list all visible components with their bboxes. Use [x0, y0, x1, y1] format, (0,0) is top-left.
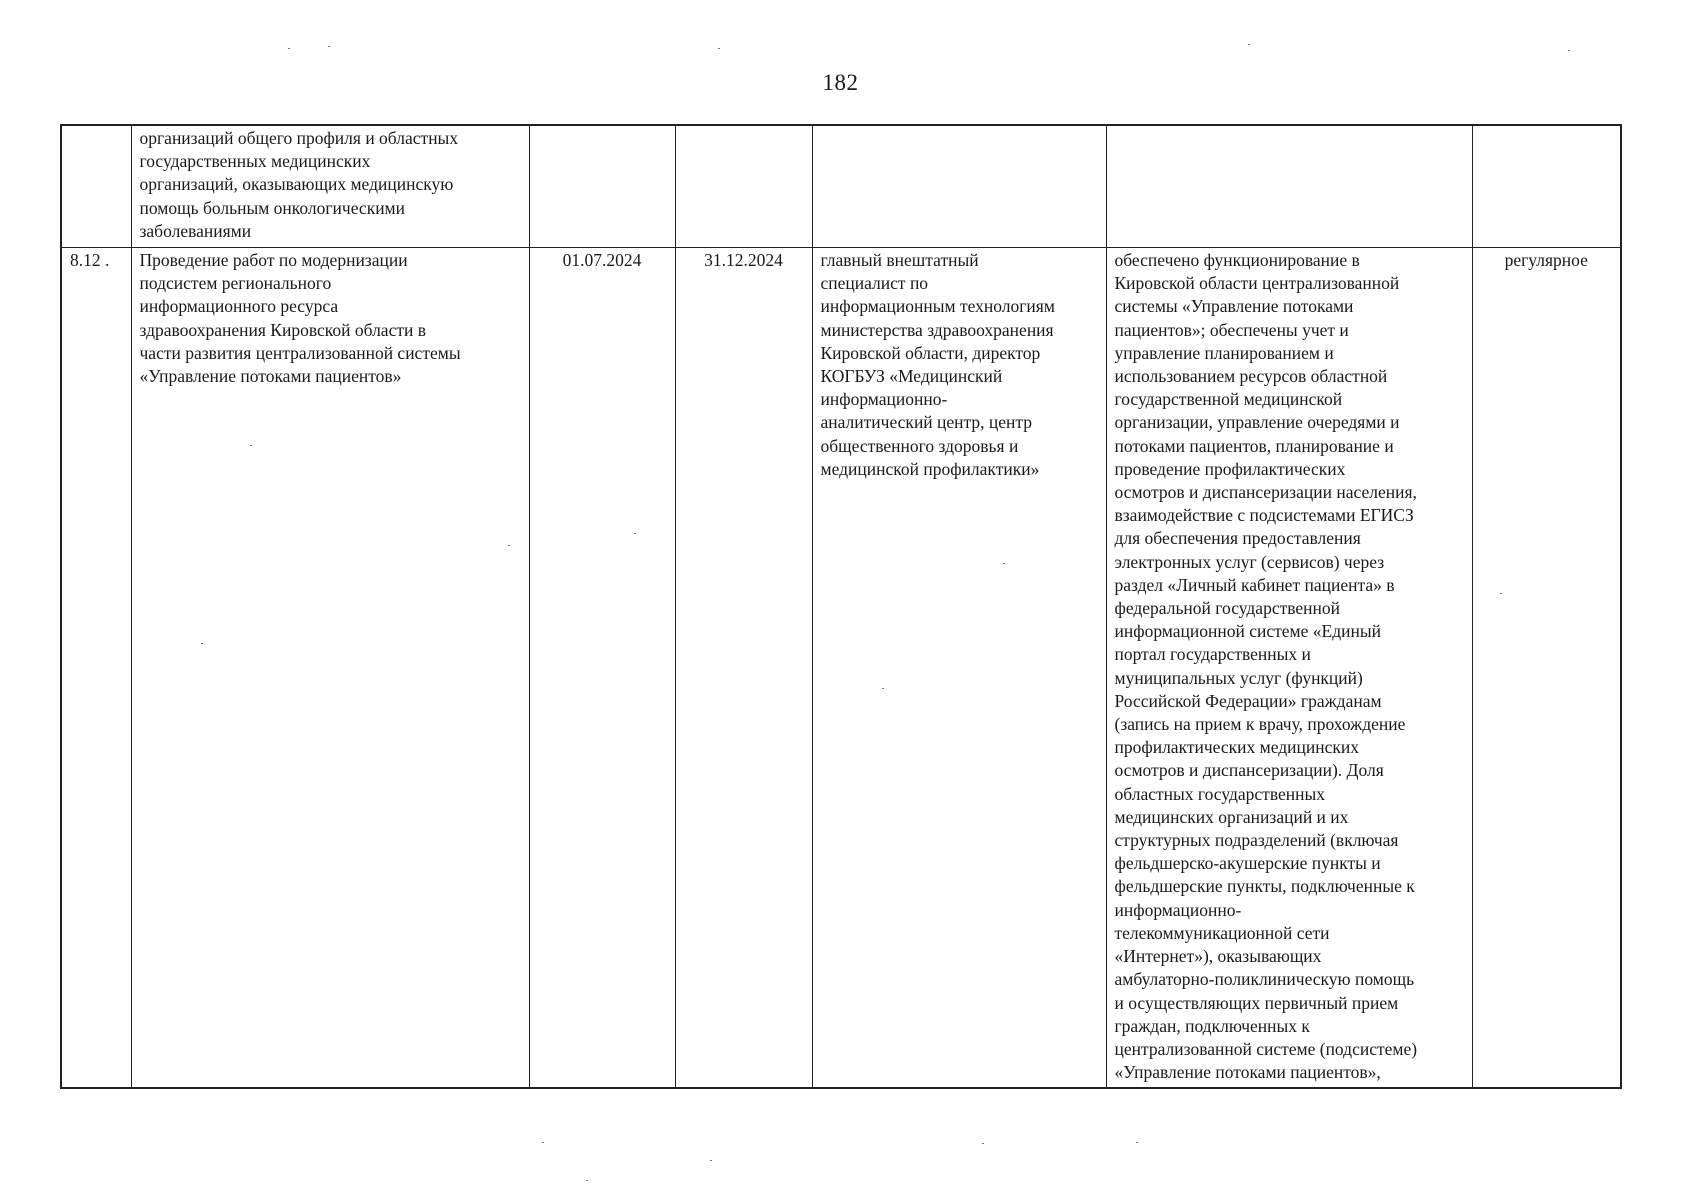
cell-type: регулярное: [1472, 248, 1621, 1089]
scan-speck: [328, 46, 330, 47]
page-number: 182: [822, 70, 859, 95]
table-row-8-12: [61, 248, 1621, 1089]
cell-result: обеспечено функционирование в Кировской области централизованной системы «Управление потоками пациентов»; обеспечены учет и управление планированием и использованием ресурсов областной государственной медицинской организации, управление очередями и потоками пациентов, планирование и проведение профилактических осмотров и диспансеризации населения, взаимодействие с подсистемами ЕГИСЗ для обеспечения предоставления электронных услуг (сервисов) через раздел «Личный кабинет пациента» в федеральной государственной информационной системе «Единый портал государственных и муниципальных услуг (функций) Российской Федерации» гражданам (запись на прием к врачу, прохождение профилактических медицинских осмотров и диспансеризации). Доля областных государственных медицинских организаций и их структурных подразделений (включая фельдшерско-акушерские пункты и фельдшерские пункты, подключенные к информационно- телекоммуникационной сети «Интернет»), оказывающих амбулаторно-поликлиническую помощь и осуществляющих первичный прием граждан, подключенных к централизованной системе (подсистеме) «Управление потоками пациентов»,: [1106, 248, 1472, 1089]
cell-result: [1106, 125, 1472, 248]
cell-end-date: [675, 125, 812, 248]
scan-speck: [586, 1180, 588, 1181]
scan-speck: [634, 533, 636, 534]
scan-speck: [718, 48, 720, 49]
scan-speck: [201, 643, 203, 644]
table-row-continued: [61, 125, 1621, 248]
scan-speck: [542, 1142, 544, 1143]
scan-speck: [1136, 1142, 1138, 1143]
cell-start-date: [529, 125, 675, 248]
cell-end-date: 31.12.2024: [675, 248, 812, 1089]
scan-speck: [508, 545, 510, 546]
cell-type: [1472, 125, 1621, 248]
cell-responsible: главный внештатный специалист по информационным технологиям министерства здравоохранения Кировской области, директор КОГБУЗ «Медицинский информационно- аналитический центр, центр общественного здоровья и медицинской профилактики»: [812, 248, 1106, 1089]
scan-speck: [710, 1160, 712, 1161]
plan-table: [60, 124, 1622, 1089]
scan-speck: [1248, 44, 1250, 45]
cell-item-number: 8.12 .: [61, 248, 131, 1089]
scan-speck: [288, 48, 290, 49]
scan-speck: [1003, 563, 1005, 564]
scan-speck: [882, 688, 884, 689]
cell-item-number: [61, 125, 131, 248]
scan-speck: [1568, 50, 1570, 51]
cell-responsible: [812, 125, 1106, 248]
scan-speck: [982, 1143, 984, 1144]
scan-speck: [250, 445, 252, 446]
cell-start-date: 01.07.2024: [529, 248, 675, 1089]
cell-activity: организаций общего профиля и областных государственных медицинских организаций, оказывающих медицинскую помощь больным онкологическими заболеваниями: [131, 125, 529, 248]
scan-speck: [1500, 593, 1502, 594]
cell-activity: Проведение работ по модернизации подсистем регионального информационного ресурса здравоохранения Кировской области в части развития централизованной системы «Управление потоками пациентов»: [131, 248, 529, 1089]
